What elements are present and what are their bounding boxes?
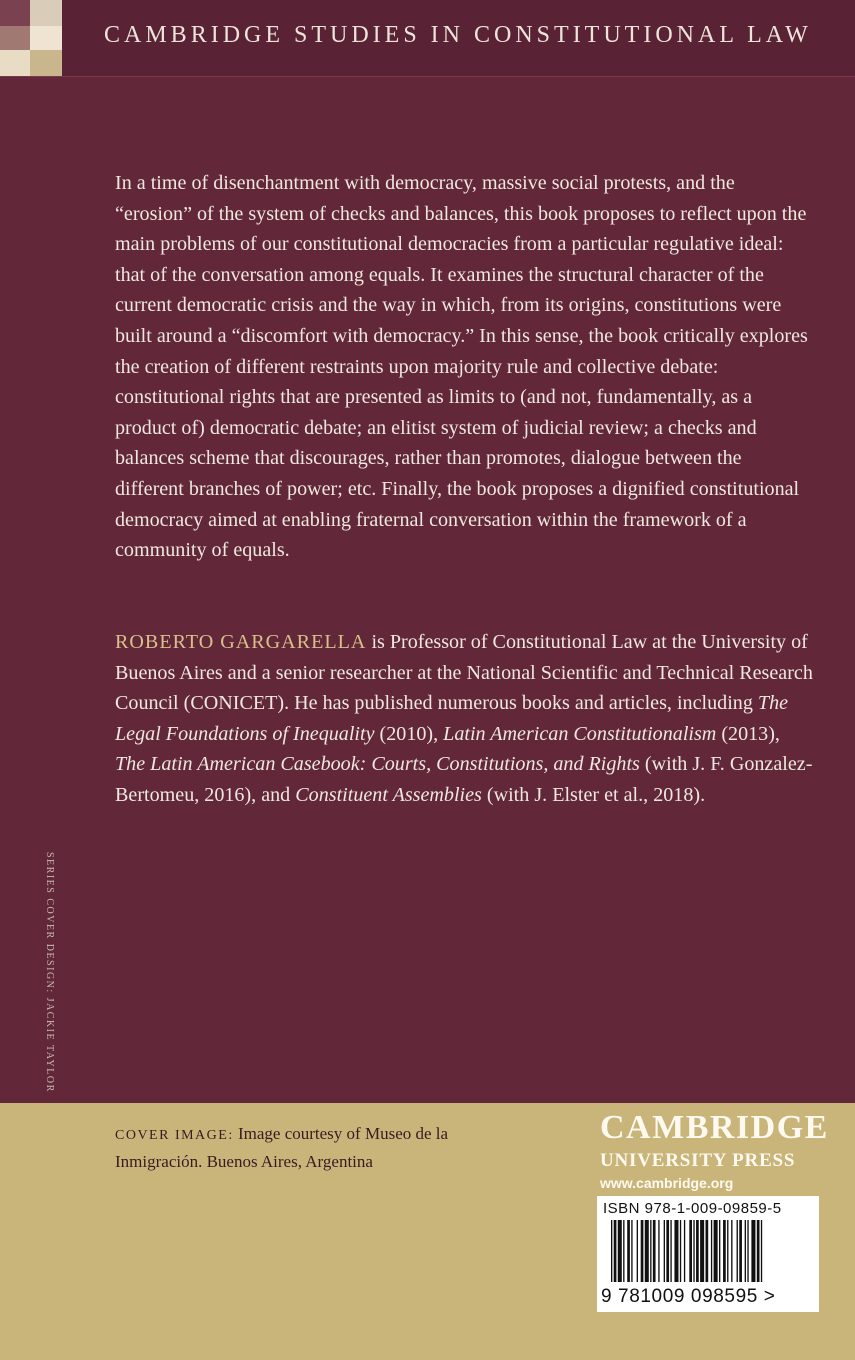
isbn-barcode-box	[597, 1196, 819, 1312]
barcode-bar	[650, 1220, 651, 1282]
barcode-bar	[747, 1220, 748, 1282]
cover-image-credit	[115, 1121, 475, 1175]
publisher-url: www.cambridge.org	[600, 1175, 734, 1191]
barcode-bar	[666, 1220, 669, 1282]
publisher-name: CAMBRIDGE	[600, 1109, 829, 1146]
barcode-bar	[684, 1220, 685, 1282]
series-cover-design-credit: SERIES COVER DESIGN: JACKIE TAYLOR	[44, 852, 55, 1093]
barcode-bar	[645, 1220, 649, 1282]
barcode-bar	[618, 1220, 622, 1282]
cover-image-label: COVER IMAGE:	[115, 1128, 234, 1143]
barcode-bar	[706, 1220, 709, 1282]
barcode-bar	[637, 1220, 638, 1282]
barcode-bar	[731, 1220, 732, 1282]
barcode-bar	[737, 1220, 738, 1282]
barcode-bar	[700, 1220, 704, 1282]
series-title: CAMBRIDGE STUDIES IN CONSTITUTIONAL LAW	[104, 22, 812, 48]
barcode-bar	[623, 1220, 624, 1282]
publisher-press: UNIVERSITY PRESS	[600, 1150, 796, 1171]
cover-image-text: Image courtesy of Museo de la Inmigración. Buenos Aires, Argentina	[115, 1124, 449, 1171]
isbn-label: ISBN 978-1-009-09859-5	[603, 1200, 782, 1217]
book-title-3: The Latin American Casebook: Courts, Constitutions, and Rights	[115, 753, 640, 776]
bio-text-3: (2013),	[716, 722, 780, 745]
barcode-bar	[674, 1220, 678, 1282]
barcode-bar	[761, 1220, 762, 1282]
bio-text-4: (with J. F. Gonzalez-Bertomeu, 2016), and	[115, 753, 813, 806]
barcode-bar	[723, 1220, 726, 1282]
barcode-bar	[714, 1220, 718, 1282]
bio-text-1: is Professor of Constitutional Law at the University of Buenos Aires and a senior researcher at the National Scientific and Technical Research Council (CONICET). He has published numerous books and articles, including	[115, 631, 813, 715]
book-title-1: The Legal Foundations of Inequality	[115, 692, 789, 745]
barcode-bar	[739, 1220, 742, 1282]
decorative-squares	[0, 0, 62, 76]
barcode-bar	[627, 1220, 630, 1282]
barcode-bar	[693, 1220, 694, 1282]
barcode-bar	[711, 1220, 712, 1282]
barcode-bar	[680, 1220, 681, 1282]
bio-text-2: (2010),	[374, 722, 444, 745]
barcode-bar	[727, 1220, 728, 1282]
series-header-bar	[0, 0, 855, 77]
barcode-bar	[631, 1220, 632, 1282]
description-text: In a time of disenchantment with democracy, massive social protests, and the “erosion” of the system of checks and balances, this book proposes to reflect upon the main problems of our constitutional democracies from a particular regulative ideal: that of the conversation among equals. It examines the structural character of the current democratic crisis and the way in which, from its origins, constitutions were built around a “discomfort with democracy.” In this sense, the book critically explores the creation of different restraints upon majority rule and collective debate: constitutional rights that are presented as limits to (and not, fundamentally, as a product of) democratic debate; an elitist system of judicial review; a checks and balances scheme that discourages, rather than promotes, dialogue between the different branches of power; etc. Finally, the book proposes a dignified constitutional democracy aimed at enabling fraternal conversation within the framework of a community of equals.	[115, 172, 808, 562]
publisher-logo	[600, 1109, 829, 1192]
barcode-bar	[658, 1220, 659, 1282]
barcode-bar	[745, 1220, 746, 1282]
book-title-2: Latin American Constitutionalism	[443, 722, 717, 745]
barcode-bar	[653, 1220, 656, 1282]
barcode-bar	[641, 1220, 644, 1282]
ean-digits: 9 781009 098595 >	[601, 1286, 776, 1307]
barcode-bar	[696, 1220, 699, 1282]
book-description	[115, 168, 815, 566]
barcode-bar	[614, 1220, 617, 1282]
barcode-bar	[670, 1220, 671, 1282]
author-bio	[115, 627, 815, 811]
bio-text-5: (with J. Elster et al., 2018).	[481, 783, 706, 806]
barcode-bar	[611, 1220, 612, 1282]
barcode-bar	[664, 1220, 665, 1282]
book-title-4: Constituent Assemblies	[295, 783, 482, 806]
barcode-bar	[689, 1220, 692, 1282]
barcode-bar	[719, 1220, 720, 1282]
barcode-bar	[757, 1220, 760, 1282]
barcode-bar	[751, 1220, 755, 1282]
barcode-icon	[603, 1220, 813, 1286]
author-name: ROBERTO GARGARELLA	[115, 631, 367, 653]
